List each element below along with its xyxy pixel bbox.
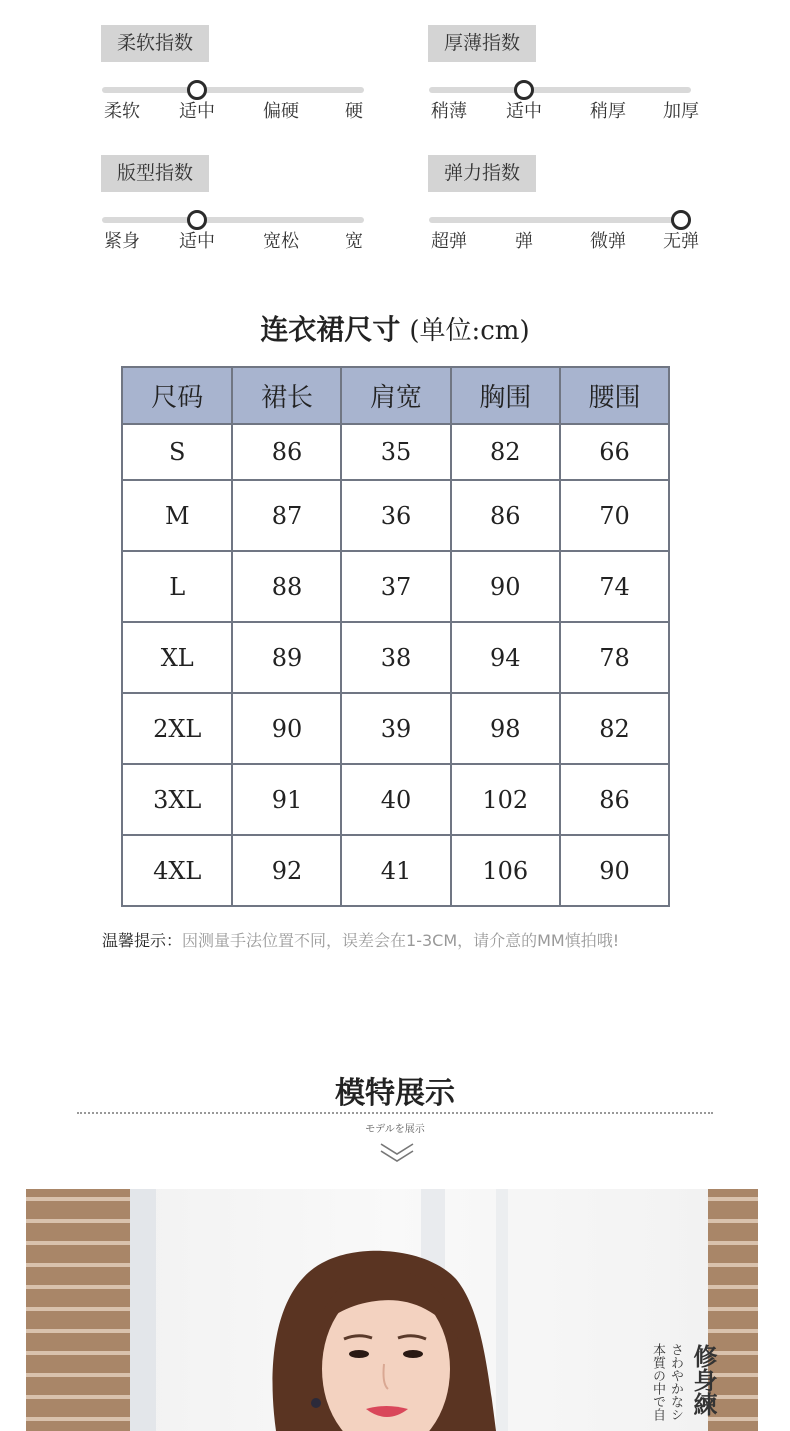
index-title: 厚薄指数 [428,25,536,62]
measurement-tip [102,928,619,951]
index-label: 弹 [515,231,533,252]
table-row [122,424,669,480]
table-cell: 98 [451,693,560,764]
table-cell: L [122,551,232,622]
double-chevron-down-icon [379,1140,415,1166]
table-cell: 88 [232,551,341,622]
size-chart-title-unit: (单位:cm) [409,316,530,346]
index-labels [428,97,699,123]
table-cell: 38 [341,622,450,693]
index-label: 宽 [345,231,363,252]
table-cell: 2XL [122,693,232,764]
table-cell: 41 [341,835,450,906]
index-label: 加厚 [663,101,699,122]
table-cell: 90 [560,835,669,906]
column-header: 尺码 [122,367,232,424]
index-labels [101,227,366,253]
model-section-subheading: モデルを展示 [365,1124,425,1135]
index-track [429,87,691,93]
table-cell: 37 [341,551,450,622]
model-section-heading: 模特展示 [335,1076,455,1111]
index-label: 偏硬 [263,101,299,122]
index-label: 柔软 [104,101,140,122]
table-cell: 4XL [122,835,232,906]
index-label: 硬 [345,101,363,122]
index-labels [101,97,366,123]
index-label: 超弹 [431,231,467,252]
dotted-divider [77,1112,713,1114]
table-cell: 106 [451,835,560,906]
column-header: 肩宽 [341,367,450,424]
table-cell: 87 [232,480,341,551]
tip-label: 温馨提示： [102,931,183,950]
index-label: 宽松 [263,231,299,252]
index-title: 柔软指数 [101,25,209,62]
table-cell: 90 [451,551,560,622]
table-row [122,480,669,551]
table-cell: 86 [451,480,560,551]
index-label: 稍厚 [590,101,626,122]
table-cell: 86 [232,424,341,480]
index-label: 适中 [179,101,215,122]
table-cell: 78 [560,622,669,693]
table-cell: 92 [232,835,341,906]
table-cell: XL [122,622,232,693]
table-cell: 82 [560,693,669,764]
column-header: 腰围 [560,367,669,424]
column-header: 裙长 [232,367,341,424]
table-cell: 94 [451,622,560,693]
size-chart-title-main: 连衣裙尺寸 [260,313,401,346]
index-track [102,87,364,93]
index-title: 弹力指数 [428,155,536,192]
table-cell: 70 [560,480,669,551]
index-track [429,217,691,223]
index-label: 紧身 [104,231,140,252]
table-row [122,764,669,835]
index-label: 微弹 [590,231,626,252]
table-cell: 3XL [122,764,232,835]
table-cell: 35 [341,424,450,480]
table-cell: 40 [341,764,450,835]
table-cell: 90 [232,693,341,764]
elasticity-index [428,155,699,265]
index-title: 版型指数 [101,155,209,192]
table-row [122,551,669,622]
size-chart-title [0,308,790,348]
table-cell: 66 [560,424,669,480]
column-header: 胸围 [451,367,560,424]
table-header-row [122,367,669,424]
tip-text: 因测量手法位置不同，误差会在1-3CM，请介意的MM慎拍哦! [182,931,620,950]
index-label: 适中 [179,231,215,252]
size-table [121,366,670,907]
index-label: 无弹 [663,231,699,252]
softness-index [101,25,366,135]
table-cell: 36 [341,480,450,551]
thickness-index [428,25,699,135]
index-label: 稍薄 [431,101,467,122]
table-cell: S [122,424,232,480]
index-labels [428,227,699,253]
table-cell: M [122,480,232,551]
photo-caption-text: 本質の中で自 [650,1343,665,1421]
table-cell: 82 [451,424,560,480]
table-cell: 89 [232,622,341,693]
table-cell: 86 [560,764,669,835]
model-photo [26,1189,758,1431]
photo-caption-text: さわやかなシ [668,1343,683,1421]
table-cell: 91 [232,764,341,835]
table-row [122,693,669,764]
fit-index [101,155,366,265]
photo-title-text: 修身練 [689,1344,718,1416]
table-cell: 74 [560,551,669,622]
table-row [122,622,669,693]
index-label: 适中 [506,101,542,122]
table-row [122,835,669,906]
index-track [102,217,364,223]
table-cell: 102 [451,764,560,835]
table-cell: 39 [341,693,450,764]
